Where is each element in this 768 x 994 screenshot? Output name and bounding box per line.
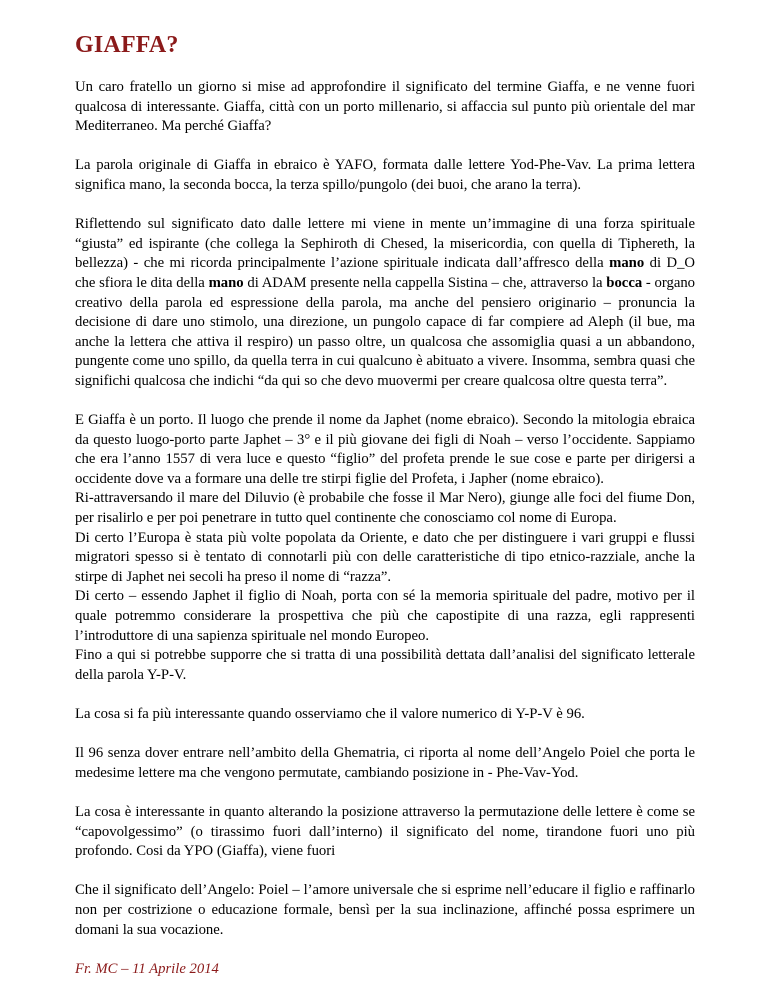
reflection-text-2: di D_O che sfiora le dita della — [75, 255, 696, 291]
document-title: GIAFFA? — [75, 32, 179, 58]
reflection-text-1: Riflettendo sul significato dato dalle lettere mi viene in mente un’immagine di una forza spirituale “giusta” ed ispirante (che collega la Sephiroth di Chesed, la misericordia, con quella di Tiphereth, la bellezza) - che mi ricorda principalmente l’azione spirituale indicata dall’affresco della — [75, 216, 695, 272]
paragraph-japhet-port: E Giaffa è un porto. Il luogo che prende il nome da Japhet (nome ebraico). Secondo la mitologia ebraica da questo luogo-porto parte Japhet – 3° e il più giovane dei figli di Noah – verso l’occidente. Sappiamo che era l’anno 1557 di vera luce e questo “figlio” del profeta prende le sue cose e parte per dirigersi a occidente dove va a formare una delle tre stirpi figlie del Profeta, i Japher (nome ebraico). — [75, 412, 695, 487]
paragraph-numeric-value: La cosa si fa più interessante quando osserviamo che il valore numerico di Y-P-V è 96. — [75, 706, 585, 722]
reflection-text-4: - organo creativo della parola ed espressione della parola, ma anche del pensiero originario – pronuncia la decisione di dare uno stimolo, una direzione, un pungolo capace di far compiere ad Aleph (il bue, ma anche la lettera che attiva il respiro) un passo oltre, un qualcosa che assomiglia quasi a un abbandono, pungente come uno spillo, da quella terra in cui qualcuno è abituato a vivere. Insomma, sembra quasi che significhi qualcosa che indichi “da qui so che devo muovermi per creare qualcosa oltre questa terra”. — [75, 274, 696, 389]
bold-word-bocca: bocca — [606, 274, 643, 291]
reflection-text-3: di ADAM presente nella cappella Sistina – che, attraverso la — [247, 274, 603, 291]
paragraph-japhet-ypv: Fino a qui si potrebbe supporre che si tratta di una possibilità dettata dall’analisi del significato letterale della parola Y-P-V. — [75, 647, 695, 683]
bold-word-mano-2: mano — [208, 274, 244, 291]
signature: Fr. MC – 11 Aprile 2014 — [75, 960, 219, 977]
paragraph-angel-meaning: Che il significato dell’Angelo: Poiel – l’amore universale che si esprime nell’educare il figlio e raffinarlo non per costrizione o educazione formale, bensì per la sua inclinazione, affinché possa esprimere un domani la sua vocazione. — [75, 882, 695, 938]
paragraph-permutation: La cosa è interessante in quanto alterando la posizione attraverso la permutazione delle lettere è come se “capovolgessimo” (o tirassimo fuori dall’interno) il significato del nome, tirandone fuori uno più profondo. Cosi da YPO (Giaffa), viene fuori — [75, 803, 695, 860]
paragraph-poiel: Il 96 senza dover entrare nell’ambito della Ghematria, ci riporta al nome dell’Angelo Poiel che porta le medesime lettere ma che vengono permutate, cambiando posizione in - Phe-Vav-Yod. — [75, 745, 695, 781]
bold-word-mano-1: mano — [609, 255, 645, 272]
paragraph-intro: Un caro fratello un giorno si mise ad approfondire il significato del termine Giaffa, e ne venne fuori qualcosa di interessante. Giaffa, città con un porto millenario, si affaccia sul punto più orientale del mar Mediterraneo. Ma perché Giaffa? — [75, 79, 695, 135]
paragraph-yafo: La parola originale di Giaffa in ebraico è YAFO, formata dalle lettere Yod-Phe-Vav. La prima lettera significa mano, la seconda bocca, la terza spillo/pungolo (dei buoi, che arano la terra). — [75, 157, 695, 193]
paragraph-japhet-don: Ri-attraversando il mare del Diluvio (è probabile che fosse il Mar Nero), giunge alle foci del fiume Don, per risalirlo e per poi penetrare in tutto quel continente che conosciamo col nome di Europa. — [75, 490, 695, 527]
paragraph-japhet-europe: Di certo l’Europa è stata più volte popolata da Oriente, e dato che per distinguere i vari gruppi e flussi migratori spesso si è tentato di connotarli più con delle caratteristiche di tipo etnico-razziale, anche la stirpe di Japhet nei secoli ha preso il nome di “razza”. — [75, 529, 695, 585]
paragraph-reflection — [75, 215, 695, 391]
paragraph-japhet-noah: Di certo – essendo Japhet il figlio di Noah, porta con sé la memoria spirituale del padre, motivo per il quale potremmo considerare la prospettiva che più che capostipite di una razza, egli rappresenti l’introduttore di una sapienza spirituale nel mondo Europeo. — [75, 588, 695, 644]
